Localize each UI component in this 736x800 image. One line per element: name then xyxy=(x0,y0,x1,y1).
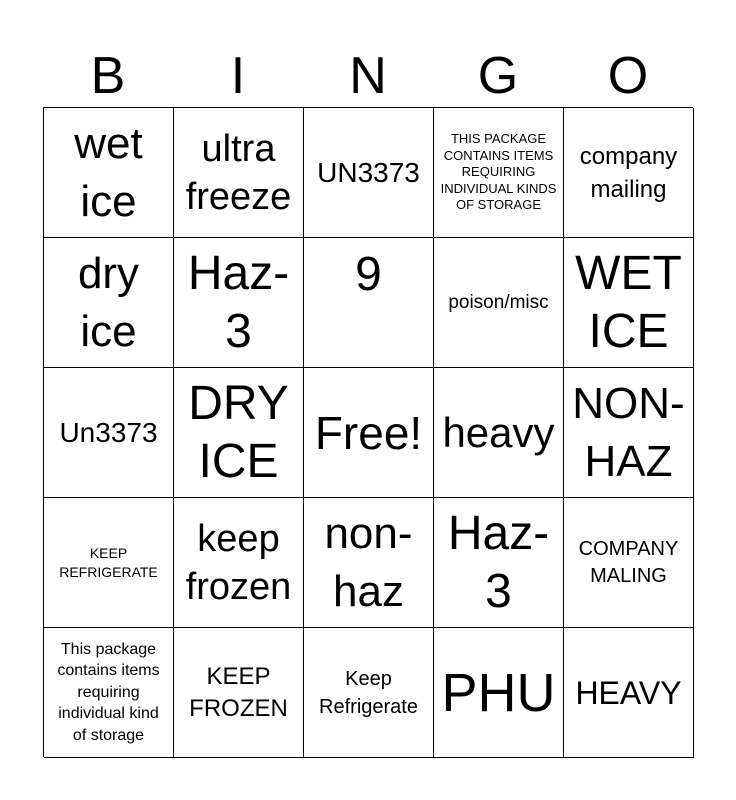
bingo-cell[interactable]: company mailing xyxy=(564,108,694,238)
bingo-cell[interactable]: PHU xyxy=(434,628,564,758)
bingo-board xyxy=(43,107,693,757)
bingo-header xyxy=(43,46,693,106)
bingo-cell[interactable]: KEEP FROZEN xyxy=(174,628,304,758)
bingo-cell[interactable]: DRY ICE xyxy=(174,368,304,498)
bingo-cell[interactable]: Un3373 xyxy=(44,368,174,498)
bingo-cell[interactable]: This package contains items requiring individual kind of storage xyxy=(44,628,174,758)
header-letter-i: I xyxy=(230,47,246,105)
bingo-cell[interactable]: Haz- 3 xyxy=(174,238,304,368)
bingo-cell[interactable]: heavy xyxy=(434,368,564,498)
header-letter-o: O xyxy=(607,47,649,105)
bingo-cell[interactable]: COMPANY MALING xyxy=(564,498,694,628)
bingo-cell[interactable]: UN3373 xyxy=(304,108,434,238)
bingo-cell[interactable]: 9 xyxy=(304,238,434,368)
bingo-cell[interactable]: Haz- 3 xyxy=(434,498,564,628)
free-space-cell[interactable]: Free! xyxy=(304,368,434,498)
bingo-cell[interactable]: poison/misc xyxy=(434,238,564,368)
bingo-cell[interactable]: keep frozen xyxy=(174,498,304,628)
bingo-cell[interactable]: NON- HAZ xyxy=(564,368,694,498)
bingo-cell[interactable]: dry ice xyxy=(44,238,174,368)
bingo-cell[interactable]: Keep Refrigerate xyxy=(304,628,434,758)
bingo-cell[interactable]: WET ICE xyxy=(564,238,694,368)
header-letter-b: B xyxy=(90,47,126,105)
bingo-cell[interactable]: KEEP REFRIGERATE xyxy=(44,498,174,628)
bingo-cell[interactable]: HEAVY xyxy=(564,628,694,758)
header-letter-n: N xyxy=(349,47,387,105)
header-letter-g: G xyxy=(477,47,519,105)
bingo-cell[interactable]: wet ice xyxy=(44,108,174,238)
bingo-cell[interactable]: THIS PACKAGE CONTAINS ITEMS REQUIRING INDIVIDUAL KINDS OF STORAGE xyxy=(434,108,564,238)
bingo-cell[interactable]: ultra freeze xyxy=(174,108,304,238)
bingo-cell[interactable]: non- haz xyxy=(304,498,434,628)
